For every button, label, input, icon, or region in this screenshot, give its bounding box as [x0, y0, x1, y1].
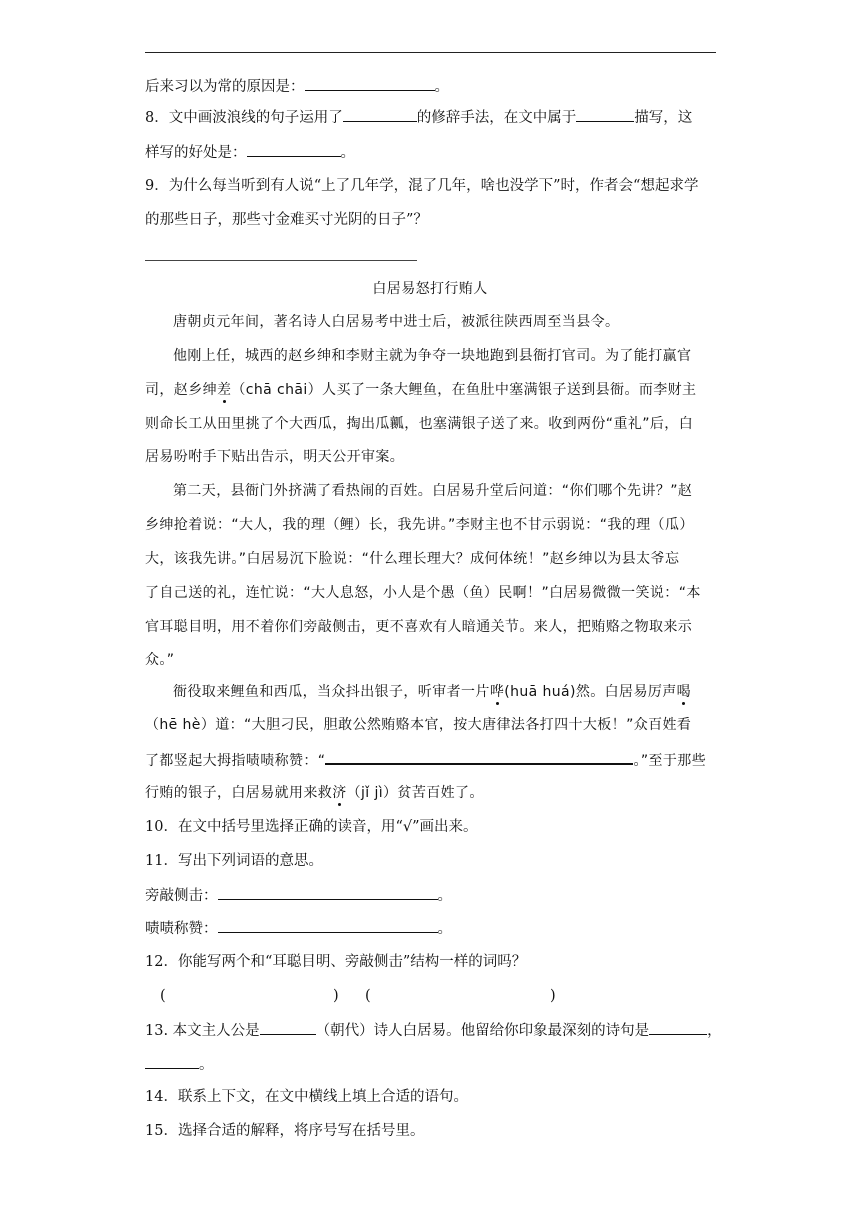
- question-13-line-2: 。: [145, 1054, 214, 1075]
- question-7-tail: 后来习以为常的原因是： 。: [145, 76, 449, 97]
- question-14: 14．联系上下文，在文中横线上填上合适的语句。: [145, 1089, 468, 1105]
- q11-item-1: 旁敲侧击： 。: [145, 885, 452, 906]
- passage-p3-l6: 众。”: [145, 652, 175, 668]
- q12-paren-1-open: (: [160, 988, 166, 1004]
- passage-p1: 唐朝贞元年间，著名诗人白居易考中进士后，被派往陕西周至当县令。: [173, 314, 620, 330]
- passage-p4-l3: 了都竖起大拇指啧啧称赞：“ 。”至于那些: [145, 749, 706, 771]
- answer-blank-rhetoric[interactable]: [343, 107, 417, 122]
- dotted-char-cha: 差: [217, 382, 232, 398]
- question-11: 11．写出下列词语的意思。: [145, 853, 323, 869]
- passage-p3-l4: 了自己送的礼，连忙说：“大人息怒，小人是个愚（鱼）民啊！”白居易微微一笑说：“本: [145, 585, 701, 601]
- answer-blank-description[interactable]: [576, 107, 634, 122]
- q11-item-2: 啧啧称赞： 。: [145, 918, 452, 939]
- passage-p3-l3: 大，该我先讲。”白居易沉下脸说：“什么理长理大？成何体统！”赵乡绅以为县太爷忘: [145, 551, 680, 567]
- pinyin-choice-hua[interactable]: (huā huá)然。白居易厉声: [504, 684, 677, 700]
- answer-blank-poem-2[interactable]: [145, 1054, 199, 1069]
- question-9-line-2: 的那些日子，那些寸金难买寸光阴的日子”？: [145, 212, 428, 228]
- question-13-line-1: 13. 本文主人公是 （朝代）诗人白居易。他留给你印象最深刻的诗句是 ，: [145, 1020, 722, 1041]
- passage-p4-l4: 行贿的银子，白居易就用来救济（jǐ jì）贫苦百姓了。: [145, 785, 484, 801]
- question-8-line-2: 样写的好处是： 。: [145, 142, 355, 163]
- q12-paren-1-close: ): [333, 988, 339, 1004]
- answer-blank-benefit[interactable]: [247, 142, 341, 157]
- question-10: 10．在文中括号里选择正确的读音，用“√”画出来。: [145, 819, 478, 835]
- passage-p3-l5: 官耳聪目明，用不着你们旁敲侧击，更不喜欢有人暗通关节。来人，把贿赂之物取来示: [145, 619, 693, 635]
- answer-blank-meaning-1[interactable]: [218, 885, 438, 900]
- dotted-char-ji: 济: [332, 785, 347, 801]
- answer-blank-meaning-2[interactable]: [218, 918, 438, 933]
- passage-p4-l1: 衙役取来鲤鱼和西瓜，当众抖出银子，听审者一片哗(huā huá)然。白居易厉声喝: [173, 684, 692, 700]
- question-8-line-1: 8．文中画波浪线的句子运用了 的修辞手法，在文中属于 描写，这: [145, 107, 692, 128]
- passage-title: 白居易怒打行贿人: [372, 281, 488, 297]
- dotted-char-he: 喝: [676, 684, 692, 700]
- passage-p4-l2[interactable]: （hē hè）道：“大胆刁民，胆敢公然贿赂本官，按大唐律法各打四十大板！”众百姓看: [145, 717, 692, 733]
- q12-paren-2-open: (: [365, 988, 371, 1004]
- dotted-char-hua: 哗: [489, 684, 505, 700]
- answer-blank-dynasty[interactable]: [260, 1020, 316, 1035]
- passage-p3-l1: 第二天，县衙门外挤满了看热闹的百姓。白居易升堂后问道：“你们哪个先讲？”赵: [173, 483, 693, 499]
- passage-p2-l1: 他刚上任，城西的赵乡绅和李财主就为争夺一块地跑到县衙打官司。为了能打赢官: [173, 348, 692, 364]
- q9-answer-line[interactable]: [145, 260, 417, 261]
- passage-p2-l3: 则命长工从田里挑了个大西瓜，掏出瓜瓤，也塞满银子送了来。收到两份“重礼”后，白: [145, 416, 694, 432]
- passage-p2-l4: 居易吩咐手下贴出告示，明天公开审案。: [145, 449, 405, 465]
- question-15: 15．选择合适的解释，将序号写在括号里。: [145, 1123, 425, 1139]
- passage-p2-l2: 司，赵乡绅差（chā chāi）人买了一条大鲤鱼，在鱼肚中塞满银子送到县衙。而李财主: [145, 382, 697, 398]
- q12-answer-2[interactable]: [375, 986, 545, 1006]
- q12-paren-2-close: ): [550, 988, 556, 1004]
- answer-blank-poem-1[interactable]: [649, 1020, 707, 1035]
- header-rule: [145, 52, 716, 53]
- pinyin-choice-cha[interactable]: （chā chāi）人买了一条大鲤鱼，在鱼肚中塞满银子送到县衙。而李财主: [231, 382, 697, 398]
- q12-answer-1[interactable]: [170, 986, 330, 1006]
- fill-in-blank-praise[interactable]: [325, 749, 633, 765]
- answer-blank[interactable]: [305, 76, 435, 91]
- q7-text: 后来习以为常的原因是：: [145, 79, 305, 95]
- question-9-line-1: 9．为什么每当听到有人说“上了几年学，混了几年，啥也没学下”时，作者会“想起求学: [145, 178, 699, 194]
- passage-p3-l2: 乡绅抢着说：“大人，我的理（鲤）长，我先讲。”李财主也不甘示弱说：“我的理（瓜）: [145, 517, 694, 533]
- pinyin-choice-ji[interactable]: （jǐ jì）贫苦百姓了。: [346, 785, 484, 801]
- question-12: 12．你能写两个和“耳聪目明、旁敲侧击”结构一样的词吗？: [145, 954, 527, 970]
